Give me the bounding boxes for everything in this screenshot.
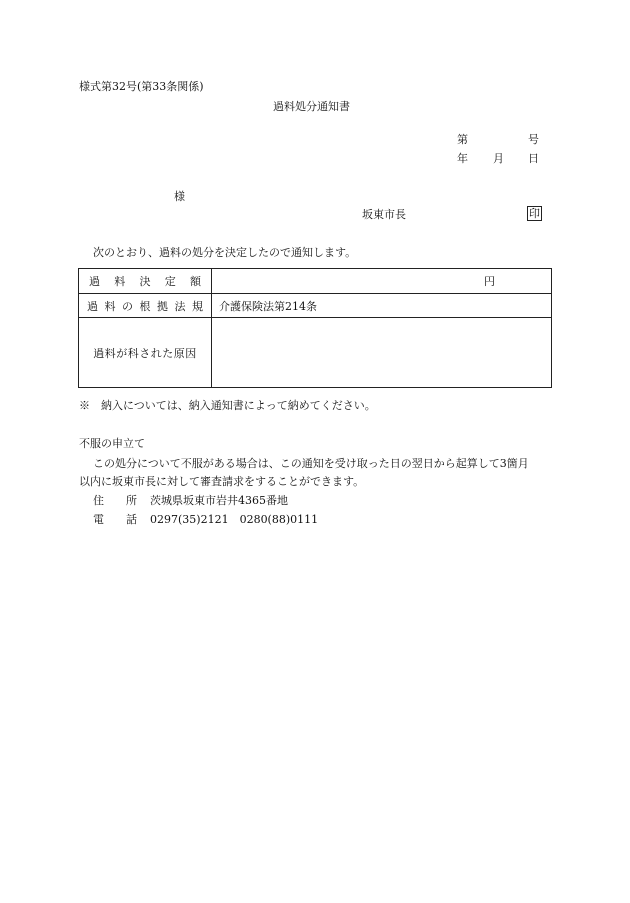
form-number: 様式第32号(第33条関係): [79, 80, 204, 93]
date-day: 日: [528, 152, 539, 165]
address-value: 茨城県坂東市岩井4365番地: [150, 494, 288, 507]
date-month: 月: [493, 152, 504, 165]
legal-basis-value: 介護保険法第214条: [212, 294, 552, 318]
phone-label-2: 話: [126, 513, 137, 526]
phone-label-1: 電: [93, 513, 104, 526]
penalty-amount-value: 円: [212, 269, 552, 294]
document-title: 過料処分通知書: [273, 100, 350, 113]
issuer-name: 坂東市長: [362, 208, 406, 221]
doc-number-prefix: 第: [457, 133, 468, 146]
address-label-2: 所: [126, 494, 137, 507]
table-row: [79, 269, 552, 294]
legal-basis-label: 過 料 の 根 拠 法 規: [79, 294, 212, 318]
intro-text: 次のとおり、過料の処分を決定したので通知します。: [93, 246, 357, 259]
addressee-suffix: 様: [174, 190, 185, 203]
seal-mark: 印: [529, 207, 540, 220]
cause-value: [212, 318, 552, 388]
cause-label: 過料が科された原因: [79, 318, 212, 388]
appeal-text-line1: この処分について不服がある場合は、この通知を受け取った日の翌日から起算して3箇月: [93, 457, 529, 470]
date-year: 年: [457, 152, 468, 165]
table-row: [79, 318, 552, 388]
payment-note: ※ 納入については、納入通知書によって納めてください。: [79, 399, 376, 412]
penalty-table: [78, 268, 552, 388]
address-label-1: 住: [93, 494, 104, 507]
doc-number-suffix: 号: [528, 133, 539, 146]
appeal-text-line2: 以内に坂東市長に対して審査請求をすることができます。: [79, 475, 365, 488]
table-row: [79, 294, 552, 318]
phone-value: 0297(35)2121 0280(88)0111: [150, 513, 319, 526]
penalty-amount-label: 過 料 決 定 額: [79, 269, 212, 294]
appeal-heading: 不服の申立て: [79, 437, 145, 450]
